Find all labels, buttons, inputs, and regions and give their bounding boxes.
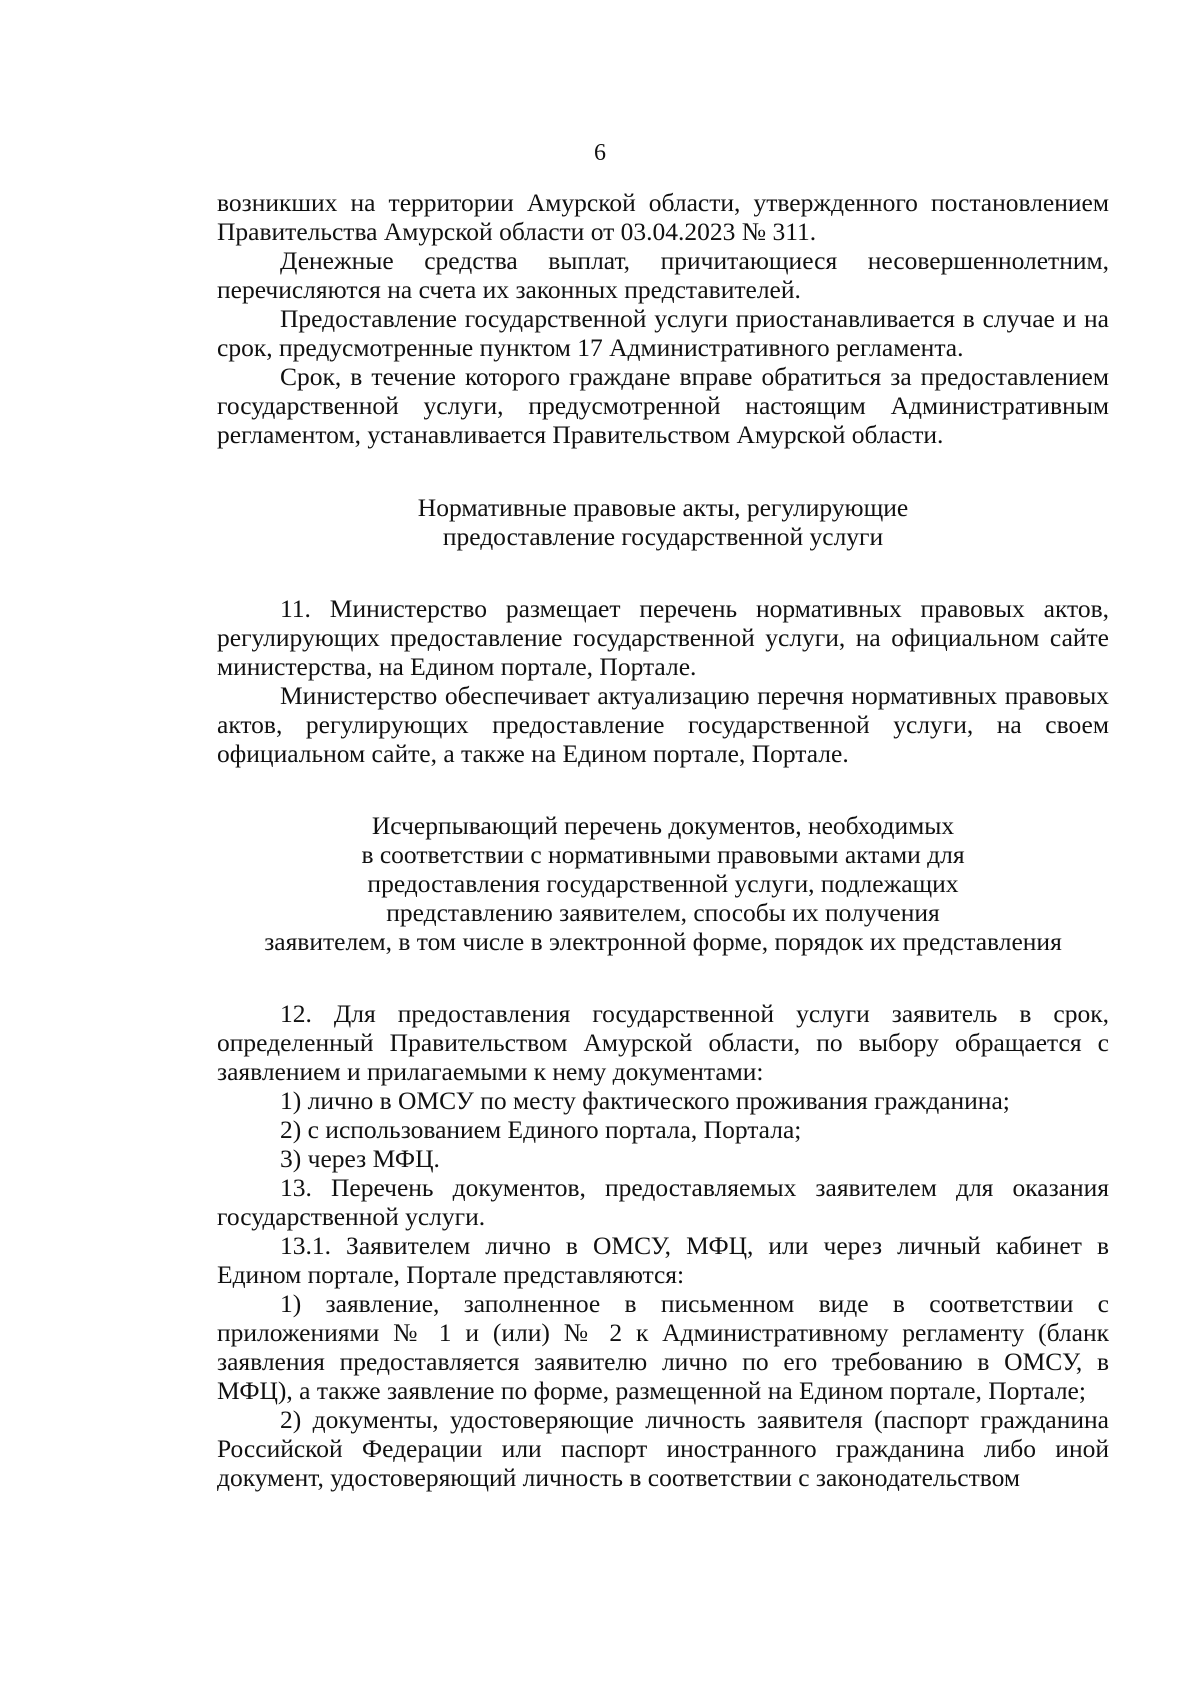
list-item: 3) через МФЦ. xyxy=(280,1144,440,1173)
heading-line: представлению заявителем, способы их получения xyxy=(386,898,940,927)
paragraph-11: 11. Министерство размещает перечень нормативных правовых актов, регулирующих предоставление государственной услуги, на официальном сайте министерства, на Едином портале, Портале. xyxy=(217,594,1109,681)
list-item: 2) документы, удостоверяющие личность заявителя (паспорт гражданина Российской Федерации или паспорт иностранного гражданина либо иной документ, удостоверяющий личность в соответствии с законодательством xyxy=(217,1405,1109,1492)
heading-line: Нормативные правовые акты, регулирующие xyxy=(417,493,909,522)
heading-line: Исчерпывающий перечень документов, необходимых xyxy=(371,811,955,840)
paragraph-13-1: 13.1. Заявителем лично в ОМСУ, МФЦ, или через личный кабинет в Едином портале, Портале представляются: xyxy=(217,1231,1109,1289)
heading-line: предоставления государственной услуги, подлежащих xyxy=(367,869,959,898)
document-body xyxy=(217,188,1109,1492)
paragraph-suspension: Предоставление государственной услуги приостанавливается в случае и на срок, предусмотренные пунктом 17 Административного регламента. xyxy=(217,304,1109,362)
paragraph-payments-to-minors: Денежные средства выплат, причитающиеся несовершеннолетним, перечисляются на счета их законных представителей. xyxy=(217,246,1109,304)
section-documents xyxy=(217,999,1109,1492)
list-item: 1) заявление, заполненное в письменном виде в соответствии с приложениями № 1 и (или) № 2 к Административному регламенту (бланк заявления предоставляется заявителю лично по его требованию в ОМСУ, в МФЦ), а также заявление по форме, размещенной на Едином портале, Портале; xyxy=(217,1289,1109,1405)
list-item: 1) лично в ОМСУ по месту фактического проживания гражданина; xyxy=(280,1086,1010,1115)
paragraph-continuation: возникших на территории Амурской области, утвержденного постановлением Правительства Амурской области от 03.04.2023 № 311. xyxy=(217,188,1109,246)
paragraph-12: 12. Для предоставления государственной услуги заявитель в срок, определенный Правительством Амурской области, по выбору обращается с заявлением и прилагаемыми к нему документами: xyxy=(217,999,1109,1086)
paragraph-13: 13. Перечень документов, предоставляемых заявителем для оказания государственной услуги. xyxy=(217,1173,1109,1231)
list-item: 2) с использованием Единого портала, Портала; xyxy=(280,1115,802,1144)
page-number: 6 xyxy=(594,140,606,166)
section-heading-legal-acts xyxy=(217,493,1109,551)
heading-line: заявителем, в том числе в электронной форме, порядок их представления xyxy=(264,927,1062,956)
paragraph-actualization: Министерство обеспечивает актуализацию перечня нормативных правовых актов, регулирующих предоставление государственной услуги, на своем официальном сайте, а также на Едином портале, Портале. xyxy=(217,681,1109,768)
section-legal-acts xyxy=(217,594,1109,768)
section-heading-documents xyxy=(217,811,1109,956)
heading-line: предоставление государственной услуги xyxy=(442,522,884,551)
paragraph-application-period: Срок, в течение которого граждане вправе обратиться за предоставлением государственной услуги, предусмотренной настоящим Административным регламентом, устанавливается Правительством Амурской области. xyxy=(217,362,1109,449)
heading-line: в соответствии с нормативными правовыми актами для xyxy=(361,840,965,869)
section-top xyxy=(217,188,1109,449)
